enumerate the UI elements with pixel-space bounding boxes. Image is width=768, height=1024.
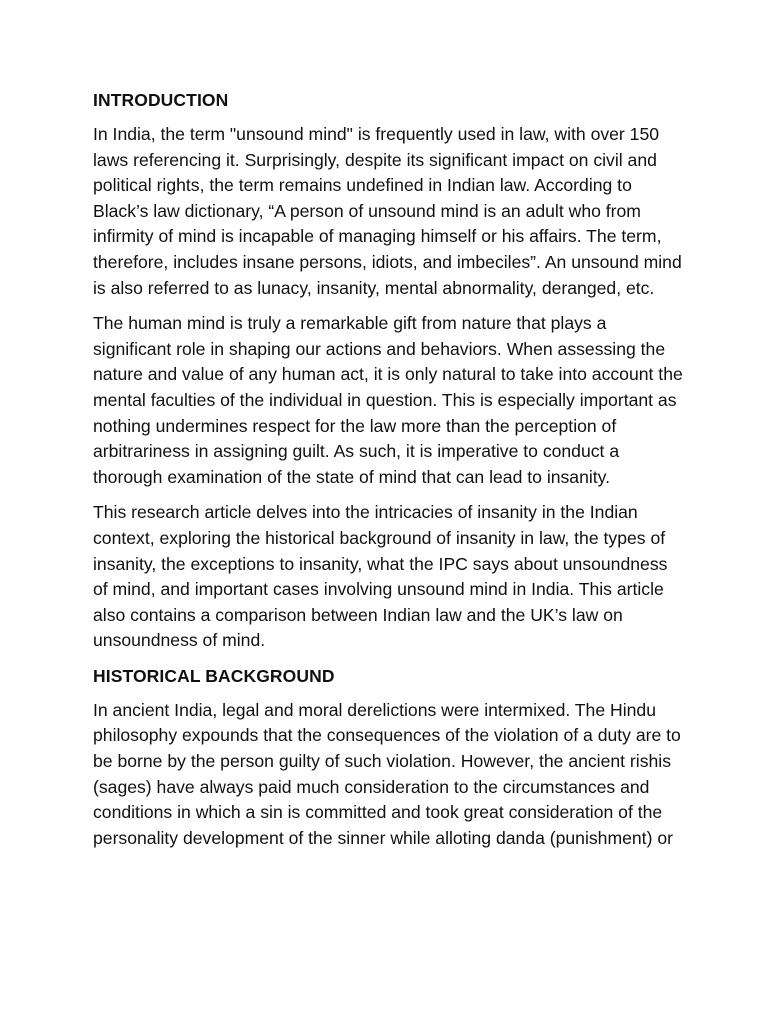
document-page xyxy=(93,88,683,861)
intro-paragraph-3: This research article delves into the intricacies of insanity in the Indian context, exploring the historical background of insanity in law, the types of insanity, the exceptions to insanity, what the IPC says about unsoundness of mind, and important cases involving unsound mind in India. This article also contains a comparison between Indian law and the UK’s law on unsoundness of mind. xyxy=(93,502,668,651)
section-heading-historical-background: HISTORICAL BACKGROUND xyxy=(93,665,335,686)
history-paragraph-1: In ancient India, legal and moral derelictions were intermixed. The Hindu philosophy expounds that the consequences of the violation of a duty are to be borne by the person guilty of such violation. However, the ancient rishis (sages) have always paid much consideration to the circumstances and conditions in which a sin is committed and took great consideration of the personality development of the sinner while alloting danda (punishment) or xyxy=(93,699,681,848)
section-heading-introduction: INTRODUCTION xyxy=(93,90,229,110)
intro-paragraph-1: In India, the term "unsound mind" is frequently used in law, with over 150 laws referencing it. Surprisingly, despite its significant impact on civil and political rights, the term remains undefined in Indian law. According to Black’s law dictionary, “A person of unsound mind is an adult who from infirmity of mind is incapable of managing himself or his affairs. The term, therefore, includes insane persons, idiots, and imbeciles”. An unsound mind is also referred to as lunacy, insanity, mental abnormality, deranged, etc. xyxy=(93,124,682,298)
intro-paragraph-2: The human mind is truly a remarkable gift from nature that plays a significant role in shaping our actions and behaviors. When assessing the nature and value of any human act, it is only natural to take into account the mental faculties of the individual in question. This is especially important as nothing undermines respect for the law more than the perception of arbitrariness in assigning guilt. As such, it is imperative to conduct a thorough examination of the state of mind that can lead to insanity. xyxy=(93,313,683,487)
